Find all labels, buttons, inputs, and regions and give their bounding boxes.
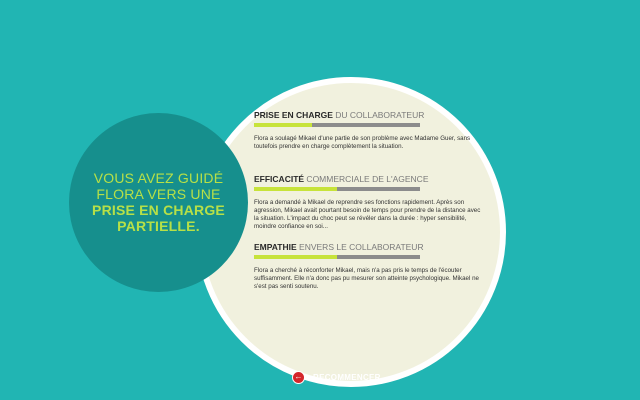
- criterion-title: [254, 110, 484, 121]
- score-bar: [254, 255, 420, 259]
- score-bar-fill: [254, 123, 312, 127]
- criterion-title-bold: EMPATHIE: [254, 242, 297, 252]
- score-bar: [254, 187, 420, 191]
- result-line-1: VOUS AVEZ GUIDÉ: [93, 170, 224, 186]
- back-arrow-icon[interactable]: ←: [292, 371, 305, 384]
- criterion-empathie: [254, 242, 484, 291]
- criterion-prise-en-charge: [254, 110, 484, 151]
- criterion-title-light: COMMERCIALE DE L'AGENCE: [304, 174, 429, 184]
- result-line-4: PARTIELLE.: [117, 218, 200, 234]
- criterion-description: Flora a cherché à réconforter Mikael, mais n'a pas pris le temps de l'écouter suffisamment. Elle n'a donc pas pu mesurer son atteinte psychologique. Mikael ne s'est pas senti soutenu.: [254, 267, 479, 290]
- score-bar-fill: [254, 187, 337, 191]
- criterion-title-bold: PRISE EN CHARGE: [254, 110, 333, 120]
- restart-label[interactable]: RECOMMENCER: [313, 372, 381, 382]
- result-line-2: FLORA VERS UNE: [96, 186, 221, 202]
- result-line-3: PRISE EN CHARGE: [92, 202, 225, 218]
- criterion-description: Flora a soulagé Mikael d'une partie de son problème avec Madame Guer, sans toutefois prendre en charge complètement la situation.: [254, 135, 471, 150]
- criterion-title: [254, 242, 484, 253]
- criterion-title-light: DU COLLABORATEUR: [332, 110, 425, 120]
- criterion-title: [254, 174, 484, 185]
- criterion-title-light: ENVERS LE COLLABORATEUR: [296, 242, 424, 252]
- score-bar: [254, 123, 420, 127]
- score-bar-fill: [254, 255, 337, 259]
- restart-button[interactable]: [292, 370, 381, 384]
- criterion-efficacite: [254, 174, 484, 231]
- criterion-description: Flora a demandé à Mikael de reprendre ses fonctions rapidement. Après son agression, Mikael avait pourtant besoin de temps pour prendre de la distance avec la situation. L'impact du choc peut se révéler dans la durée : hyper sensibilité, moindre confiance en soi...: [254, 199, 481, 230]
- criterion-title-bold: EFFICACITÉ: [254, 174, 305, 184]
- result-summary: [69, 170, 248, 234]
